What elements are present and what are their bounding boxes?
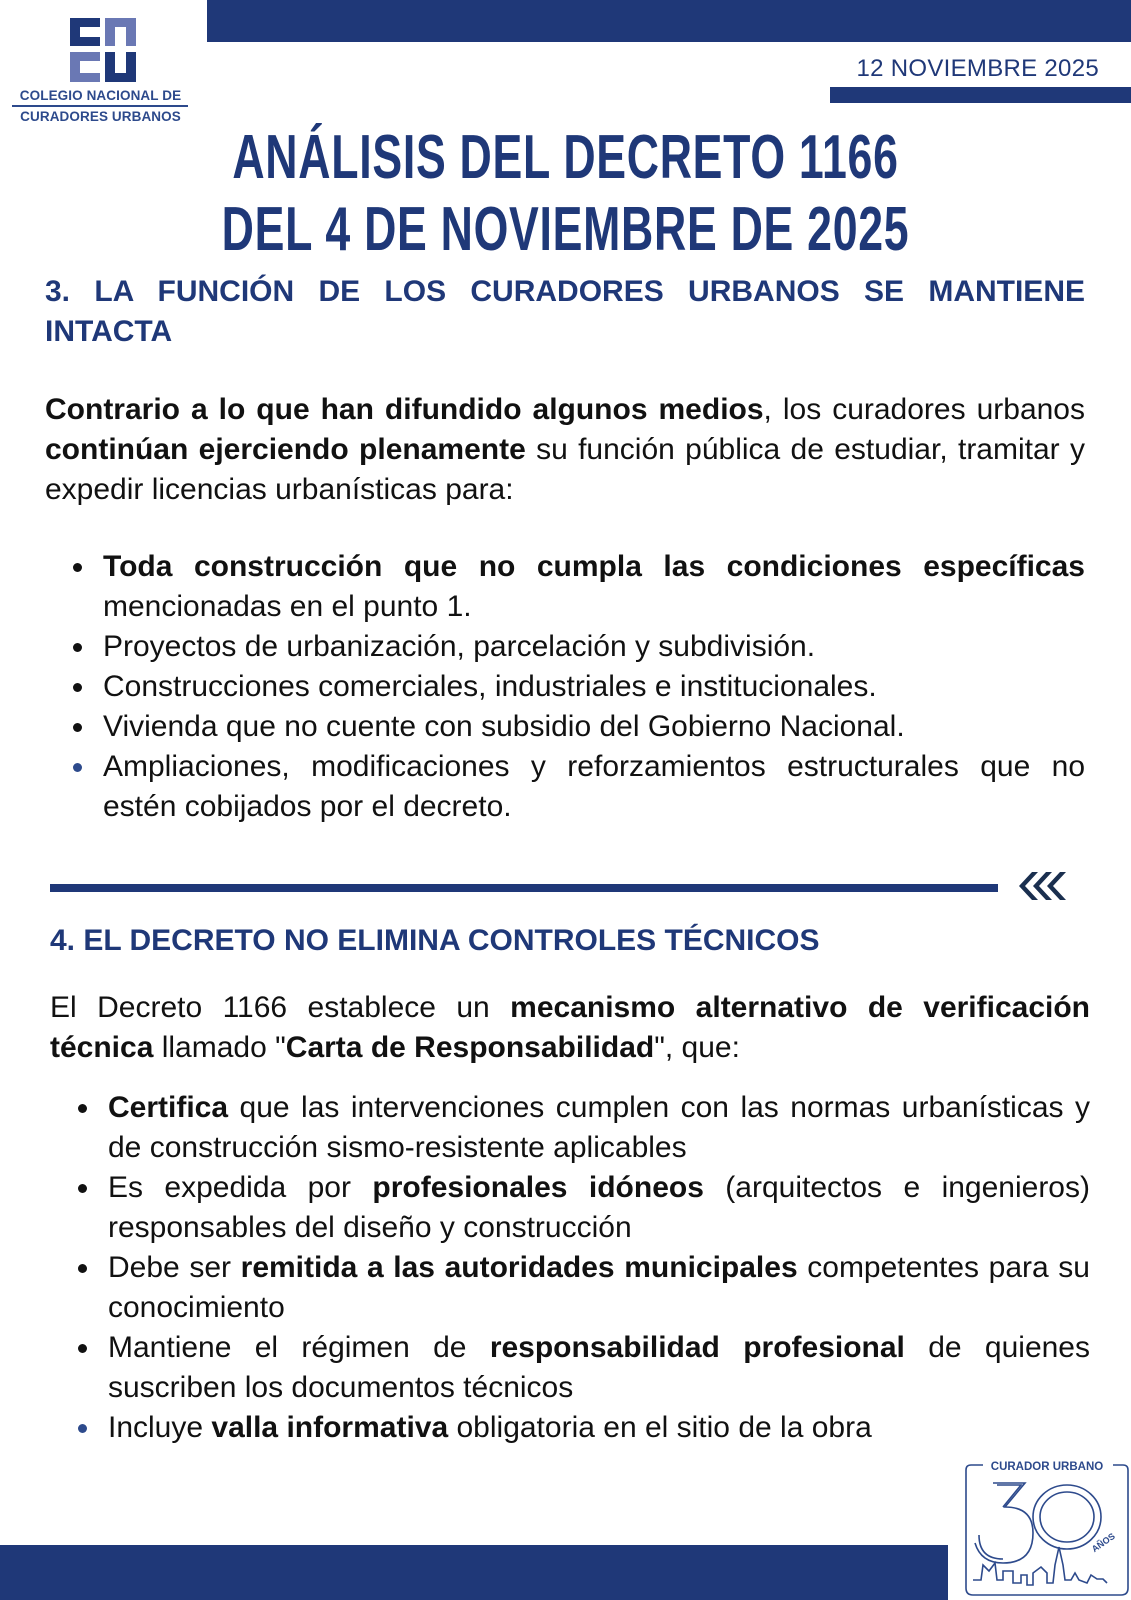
list-item: Toda construcción que no cumpla las condiciones específicas mencionadas en el punto 1. [45,547,1085,627]
top-banner-bar [207,0,1131,42]
list-item: Certifica que las intervenciones cumplen con las normas urbanísticas y de construcción sismo-resistente aplicables [50,1088,1090,1168]
section-divider [50,884,998,892]
date-underline-bar [830,87,1131,103]
bottom-banner-bar [0,1545,948,1600]
list-item: Es expedida por profesionales idóneos (arquitectos e ingenieros) responsables del diseño y construcción [50,1168,1090,1248]
emphasis: continúan ejerciendo plenamente [45,433,526,466]
section-4-bullet-list [50,1088,1090,1448]
bullet-icon [73,763,82,772]
bullet-icon [78,1104,87,1113]
title-line-1: ANÁLISIS DEL DECRETO 1166 [232,123,899,192]
logo-rule [12,105,188,107]
emphasis: Contrario a lo que han difundido algunos medios [45,393,764,426]
cncu-logo [8,18,193,128]
title-line-2: DEL 4 DE NOVIEMBRE DE 2025 [221,195,910,264]
logo-text-line2: CURADORES URBANOS [20,109,181,124]
triple-chevron-left-icon [1015,868,1075,904]
list-item: Ampliaciones, modificaciones y reforzamientos estructurales que no estén cobijados por el decreto. [45,747,1085,827]
cncu-logo-icon [70,18,136,82]
page-title [158,122,972,266]
publication-date: 12 NOVIEMBRE 2025 [856,55,1099,82]
bullet-icon [78,1344,87,1353]
list-item: Proyectos de urbanización, parcelación y subdivisión. [45,627,1085,667]
svg-text:AÑOS: AÑOS [1089,1530,1117,1555]
logo-text-line1: COLEGIO NACIONAL DE [19,88,182,103]
list-item: Vivienda que no cuente con subsidio del Gobierno Nacional. [45,707,1085,747]
section-3-bullet-list [45,547,1085,827]
bullet-icon [73,683,82,692]
list-item: Debe ser remitida a las autoridades municipales competentes para su conocimiento [50,1248,1090,1328]
section-4-paragraph: El Decreto 1166 establece un mecanismo alternativo de verificación técnica llamado "Carta de Responsabilidad", que: [50,991,1090,1064]
section-3-paragraph: Contrario a lo que han difundido algunos medios, los curadores urbanos continúan ejerciendo plenamente su función pública de estudiar, tramitar y expedir licencias urbanísticas para: [45,393,1085,506]
list-item: Mantiene el régimen de responsabilidad profesional de quienes suscriben los documentos técnicos [50,1328,1090,1408]
bullet-icon [78,1264,87,1273]
emphasis: Carta de Responsabilidad [285,1031,655,1064]
section-3-heading: 3. LA FUNCIÓN DE LOS CURADORES URBANOS SE MANTIENE INTACTA [45,275,1085,348]
bullet-icon [73,643,82,652]
list-item: Construcciones comerciales, industriales e institucionales. [45,667,1085,707]
bullet-icon [78,1184,87,1193]
svg-text:CURADOR URBANO: CURADOR URBANO [990,1461,1104,1473]
emphasis: mecanismo alternativo de verificación técnica [50,991,1090,1064]
bullet-icon [73,563,82,572]
bullet-icon [78,1424,87,1433]
section-4-heading: 4. EL DECRETO NO ELIMINA CONTROLES TÉCNICOS [50,924,820,957]
list-item: Incluye valla informativa obligatoria en el sitio de la obra [50,1408,1090,1448]
bullet-icon [73,723,82,732]
curador-urbano-30-anos-badge [963,1455,1131,1600]
